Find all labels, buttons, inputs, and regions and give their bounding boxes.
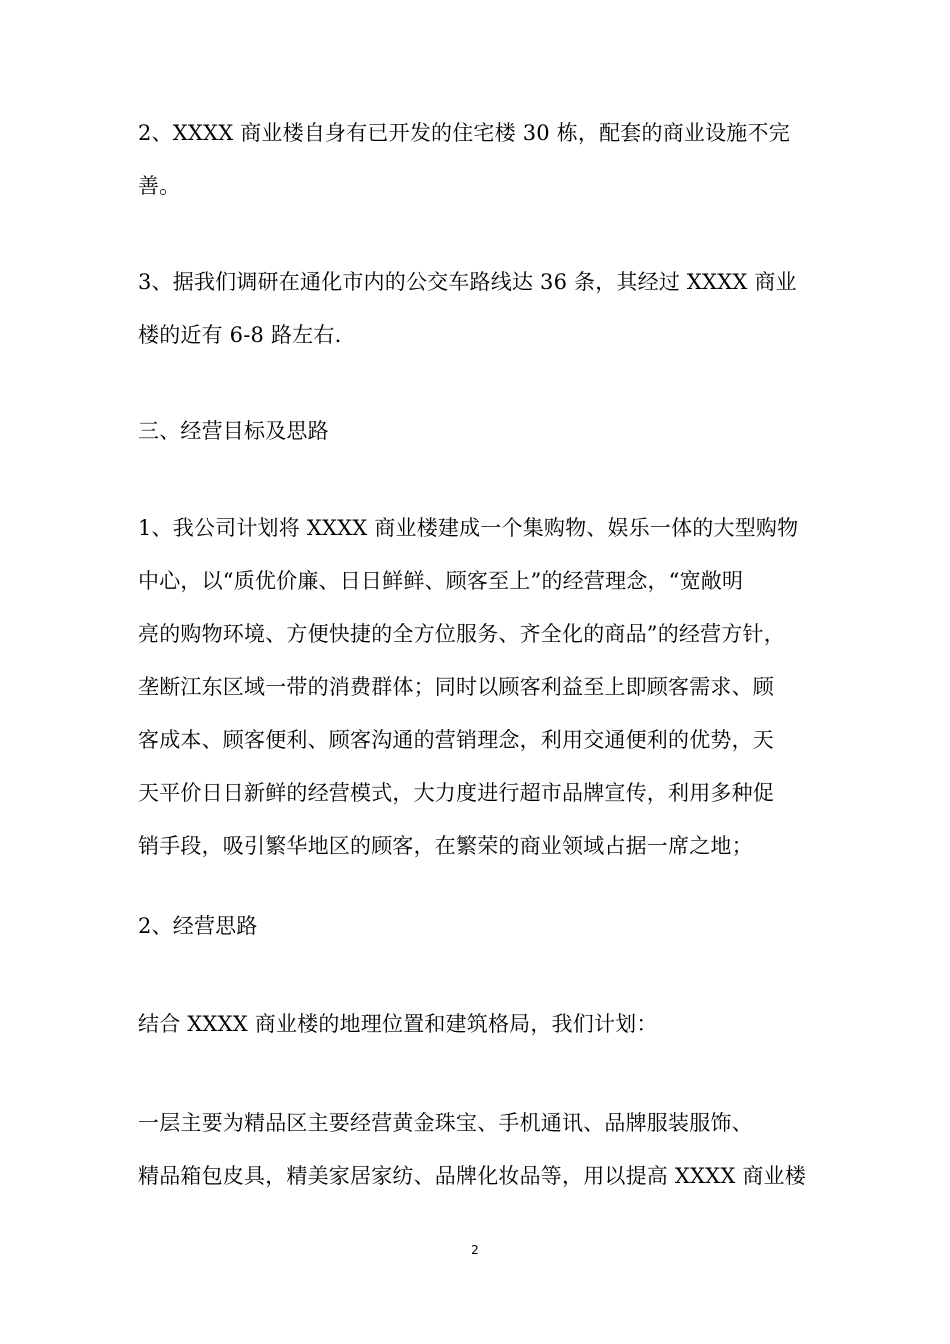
paragraph-plan-intro xyxy=(138,998,828,1051)
text-line: 天平价日日新鲜的经营模式，大力度进行超市品牌宣传，利用多种促 xyxy=(138,781,774,805)
text-line: 3、据我们调研在通化市内的公交车路线达 36 条，其经过 XXXX 商业 xyxy=(138,270,797,294)
paragraph-first-floor xyxy=(138,1097,828,1203)
page-number: 2 xyxy=(471,1243,479,1257)
subheading-business-approach xyxy=(138,900,828,953)
text-line: 精品箱包皮具，精美家居家纺、品牌化妆品等，用以提高 XXXX 商业楼 xyxy=(138,1164,806,1188)
section-heading-goals xyxy=(138,405,828,458)
paragraph-residential-buildings xyxy=(138,107,828,213)
text-line: 善。 xyxy=(138,174,181,198)
text-line: 中心，以“质优价廉、日日鲜鲜、顾客至上”的经营理念，“宽敞明 xyxy=(138,569,744,593)
text-line: 三、经营目标及思路 xyxy=(138,419,329,443)
paragraph-company-plan xyxy=(138,502,828,873)
text-line: 结合 XXXX 商业楼的地理位置和建筑格局，我们计划： xyxy=(138,1012,658,1036)
text-line: 2、XXXX 商业楼自身有已开发的住宅楼 30 栋，配套的商业设施不完 xyxy=(138,121,790,145)
text-line: 客成本、顾客便利、顾客沟通的营销理念，利用交通便利的优势，天 xyxy=(138,728,774,752)
text-line: 1、我公司计划将 XXXX 商业楼建成一个集购物、娱乐一体的大型购物 xyxy=(138,516,799,540)
text-line: 楼的近有 6-8 路左右. xyxy=(138,323,342,347)
text-line: 2、经营思路 xyxy=(138,914,258,938)
text-line: 亮的购物环境、方便快捷的全方位服务、齐全化的商品”的经营方针， xyxy=(138,622,785,646)
paragraph-bus-routes xyxy=(138,256,828,362)
text-line: 一层主要为精品区主要经营黄金珠宝、手机通讯、品牌服装服饰、 xyxy=(138,1111,753,1135)
text-line: 垄断江东区域一带的消费群体；同时以顾客利益至上即顾客需求、顾 xyxy=(138,675,774,699)
text-line: 销手段，吸引繁华地区的顾客，在繁荣的商业领域占据一席之地； xyxy=(138,834,753,858)
